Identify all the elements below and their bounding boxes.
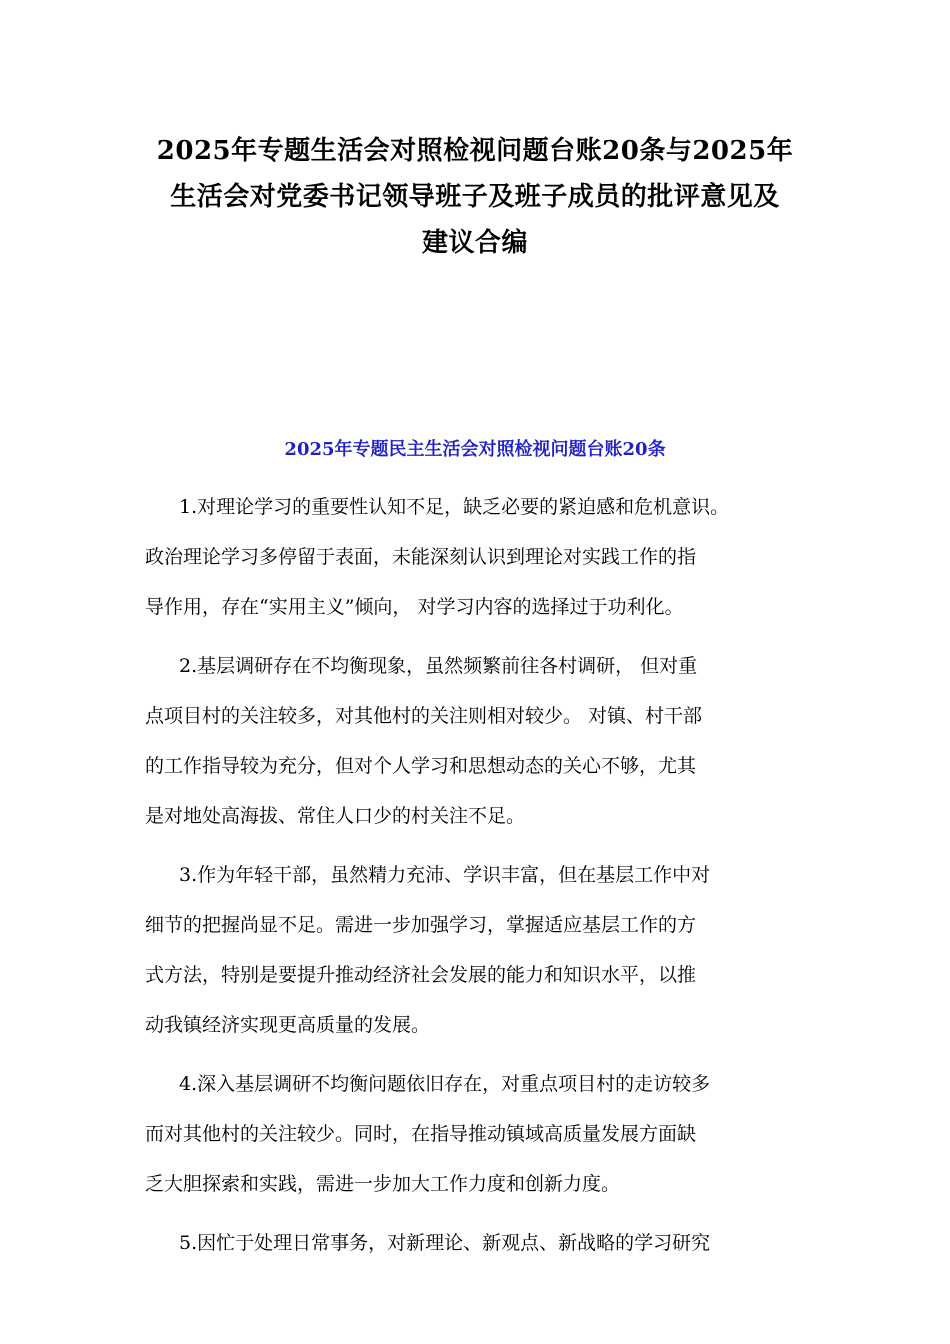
paragraph-item-5 [145,1218,820,1268]
paragraph-line: 点项目村的关注较多，对其他村的关注则相对较少。 对镇、村干部 [145,705,703,727]
paragraph-item-2 [145,641,820,841]
document-body [145,482,820,1277]
paragraph-line: 细节的把握尚显不足。需进一步加强学习，掌握适应基层工作的方 [145,914,697,936]
paragraph-line: 的工作指导较为充分，但对个人学习和思想动态的关心不够，尤其 [145,755,697,777]
paragraph-line: 而对其他村的关注较少。同时，在指导推动镇域高质量发展方面缺 [145,1123,697,1145]
paragraph-line: 4.深入基层调研不均衡问题依旧存在，对重点项目村的走访较多 [179,1073,711,1095]
paragraph-line: 1.对理论学习的重要性认知不足，缺乏必要的紧迫感和危机意识。 [179,496,730,518]
title-line: 生活会对党委书记领导班子及班子成员的批评意见及 [170,182,780,212]
paragraph-line: 5.因忙于处理日常事务，对新理论、新观点、新战略的学习研究 [179,1232,711,1254]
paragraph-line: 式方法，特别是要提升推动经济社会发展的能力和知识水平，以推 [145,964,697,986]
paragraph-line: 导作用，存在“实用主义”倾向， 对学习内容的选择过于功利化。 [145,596,684,618]
paragraph-item-1 [145,482,820,632]
title-line: 建议合编 [421,228,528,258]
paragraph-line: 政治理论学习多停留于表面，未能深刻认识到理论对实践工作的指 [145,546,697,568]
paragraph-item-3 [145,850,820,1050]
title-line: 2025年专题生活会对照检视问题台账20条与2025年 [156,136,794,166]
paragraph-line: 是对地处高海拔、常住人口少的村关注不足。 [145,805,526,827]
section-heading: 2025年专题民主生活会对照检视问题台账20条 [284,439,666,460]
paragraph-item-4 [145,1059,820,1209]
paragraph-line: 3.作为年轻干部，虽然精力充沛、学识丰富，但在基层工作中对 [179,864,711,886]
document-title [140,128,810,266]
paragraph-line: 乏大胆探索和实践，需进一步加大工作力度和创新力度。 [145,1173,621,1195]
paragraph-line: 动我镇经济实现更高质量的发展。 [145,1014,431,1036]
paragraph-line: 2.基层调研存在不均衡现象，虽然频繁前往各村调研， 但对重 [179,655,698,677]
